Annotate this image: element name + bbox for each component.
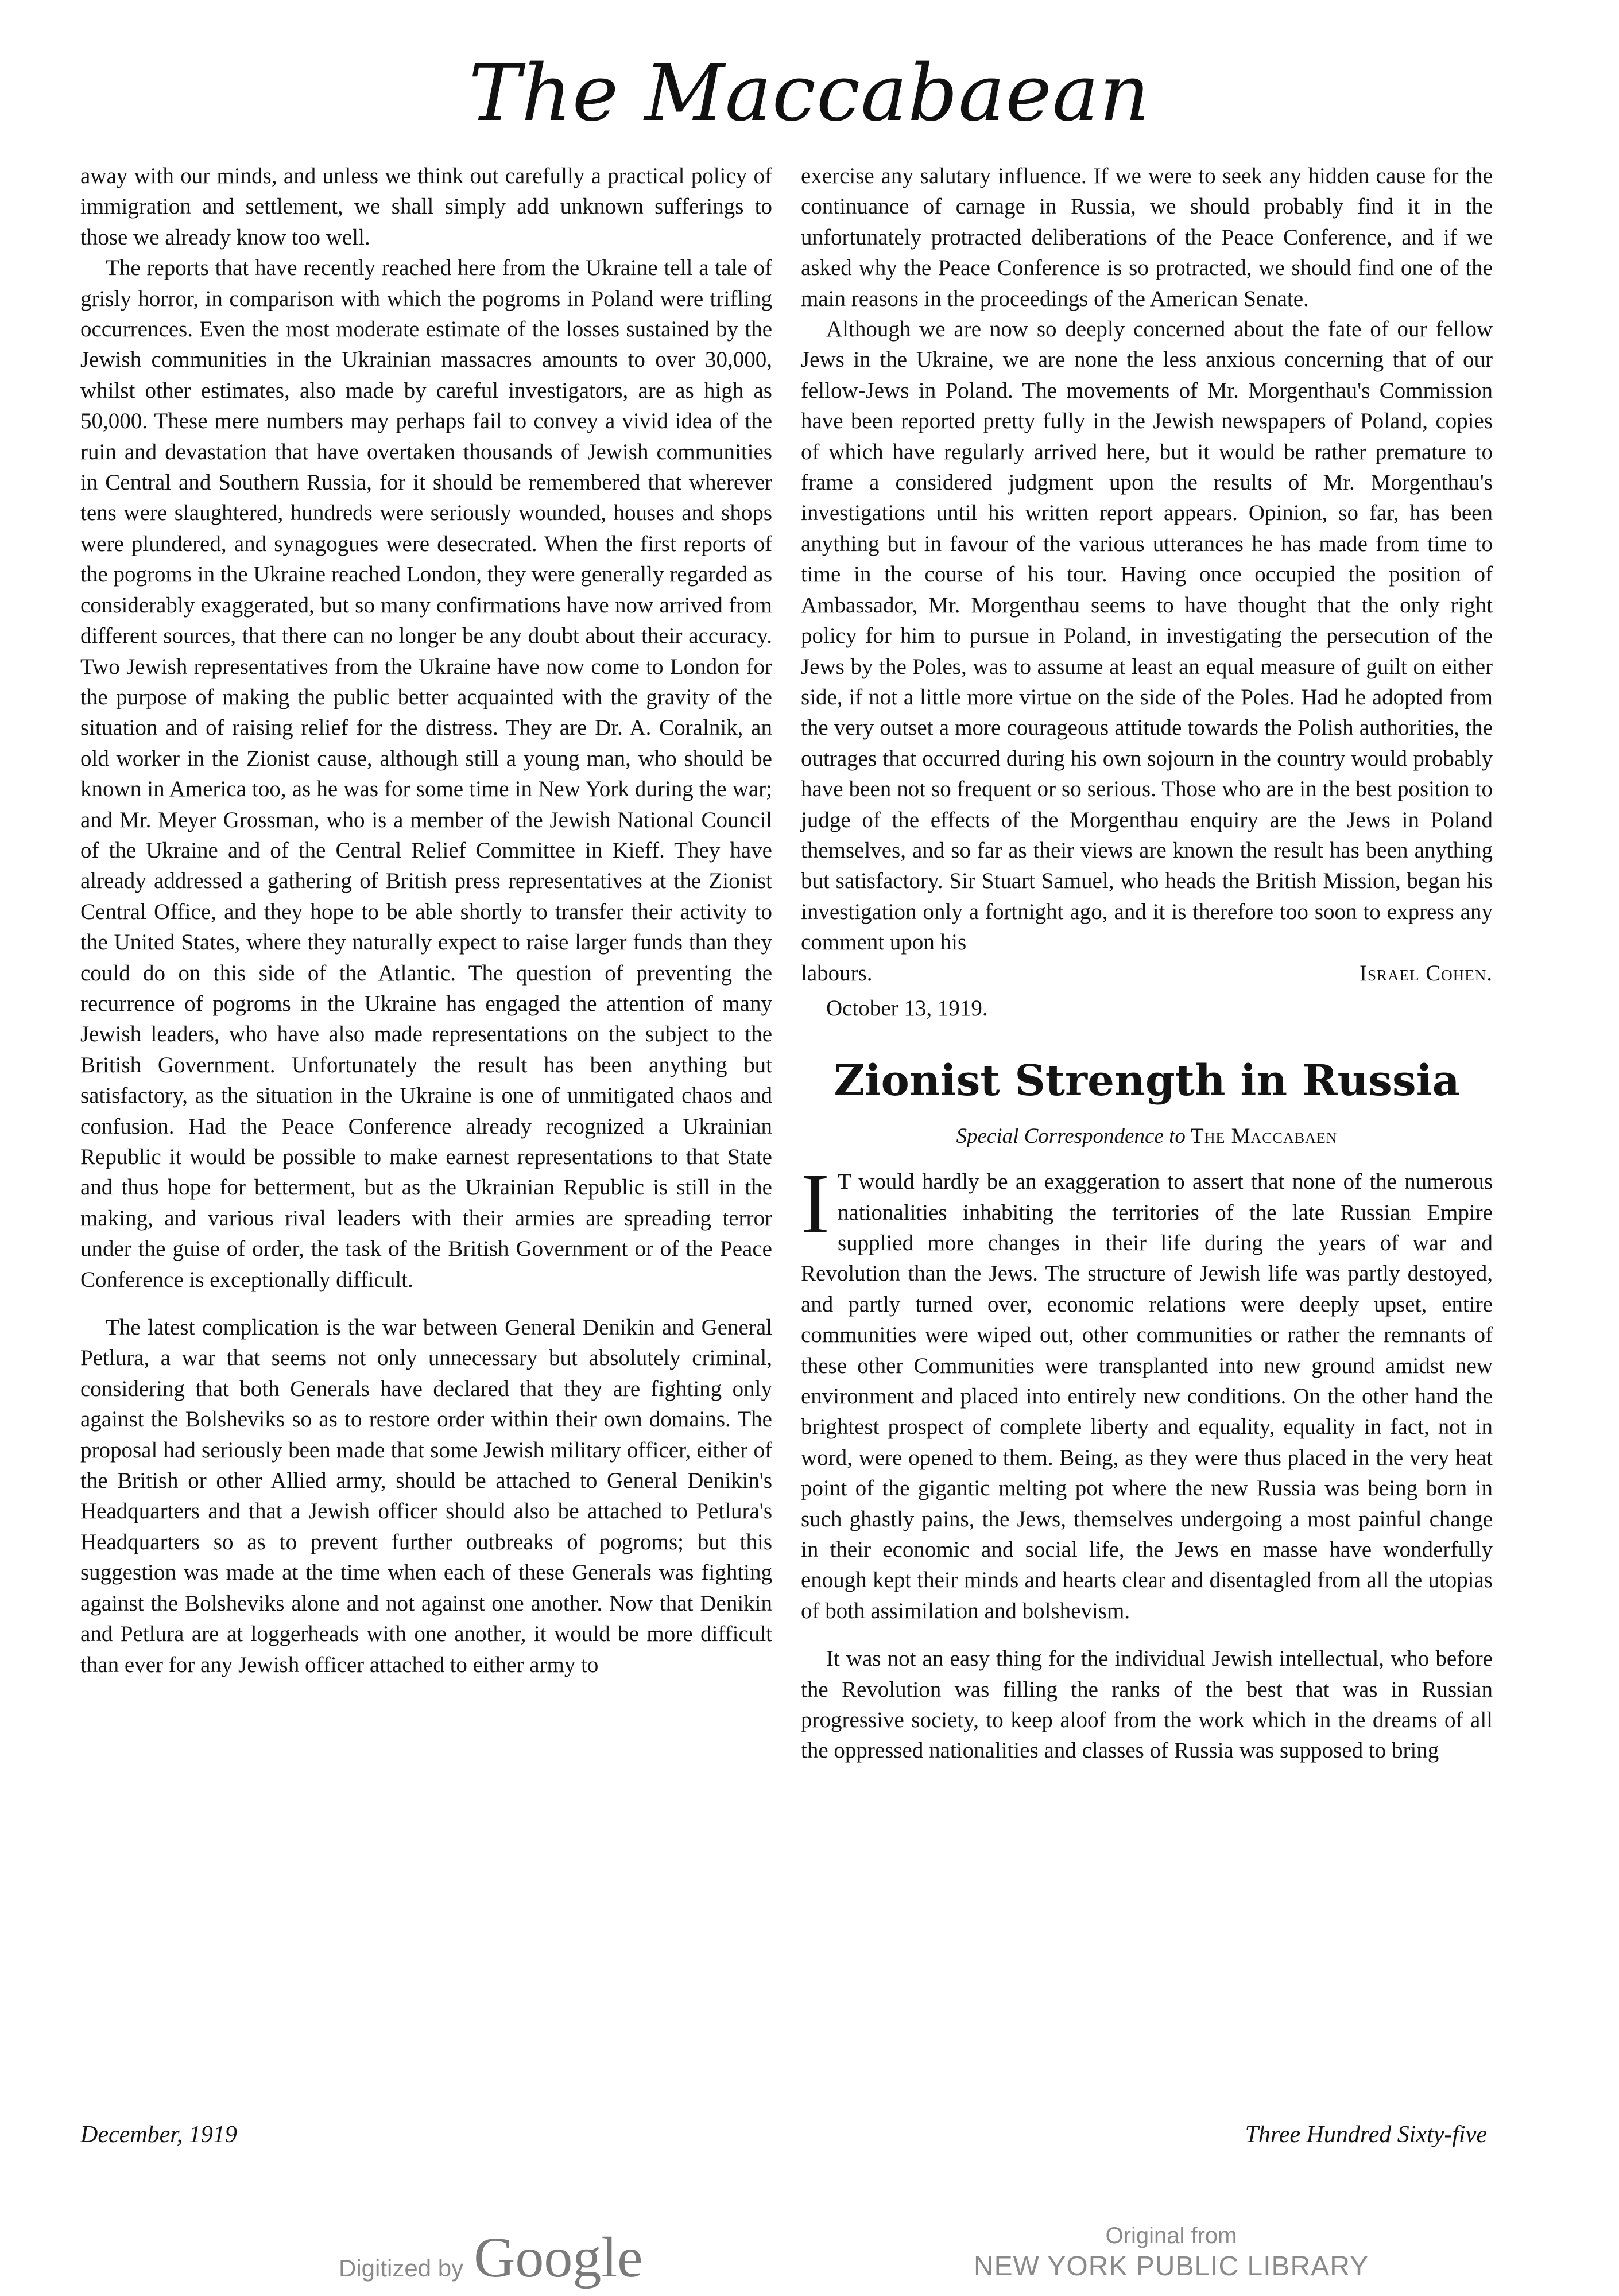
source-watermark (970, 2221, 1372, 2283)
article-paragraph-1 (801, 1156, 1493, 1626)
last-word: labours. (801, 960, 873, 986)
left-paragraph-2: The reports that have recently reached here from the Ukraine tell a tale of grisly horror, in comparison with which the pogroms in Poland were trifling occurrences. Even the most moderate estimate of the losses sustained by the Jewish communities in the Ukrainian massacres amounts to over 30,000, whilst other estimates, also made by careful investigators, are as high as 50,000. These mere numbers may perhaps fail to convey a vivid idea of the ruin and devastation that have overtaken thousands of Jewish communities in Central and Southern Russia, for it should be remembered that wherever tens were slaughtered, hundreds were seriously wounded, houses and shops were plundered, and synagogues were desecrated. When the first reports of the pogroms in the Ukraine reached London, they were generally regarded as considerably exaggerated, but so many confirmations have now arrived from different sources, that there can no longer be any doubt about their accuracy. Two Jewish representatives from the Ukraine have now come to London for the purpose of making the public better acquainted with the gravity of the situation and of raising relief for the distress. They are Dr. A. Coralnik, an old worker in the Zionist cause, although still a young man, who should be known in America too, as he was for some time in New York during the war; and Mr. Meyer Grossman, who is a member of the Jewish National Council of the Ukraine and of the Central Relief Committee in Kieff. They have already addressed a gathering of British press representatives at the Zionist Central Office, and they hope to be able shortly to transfer their activity to the United States, where they naturally expect to raise larger funds than they could do on this side of the Atlantic. The question of preventing the recurrence of pogroms in the Ukraine has engaged the attention of many Jewish leaders, who have also made representations on the subject to the British Government. Unfortunately the result has been anything but satisfactory, as the situation in the Ukraine is one of unmitigated chaos and confusion. Had the Peace Conference already recognized a Ukrainian Republic it would be possible to make earnest representations to that State and thus hope for betterment, but as the Ukrainian Republic is still in the making, and various rival leaders with their armies are spreading terror under the guise of order, the task of the British Government or of the Peace Conference is exceptionally difficult. (80, 255, 772, 1292)
letter-date: October 13, 1919. (826, 995, 988, 1021)
right-paragraph-1: exercise any salutary influence. If we were to seek any hidden cause for the continuance of carnage in Russia, we should probably find it in the unfortunately protracted deliberations of the Peace Conference, and if we asked why the Peace Conference is so protracted, we should find one of the main reasons in the proceedings of the American Senate. (801, 164, 1493, 311)
article-subheading (801, 1121, 1493, 1151)
original-from-text: Original from (1105, 2223, 1237, 2248)
footer-page-number: Three Hundred Sixty-five (1245, 2122, 1487, 2148)
left-paragraph-3: The latest complication is the war between General Denikin and General Petlura, a war that seems not only unnecessary but absolutely criminal, considering that both Generals have declared that they are fighting only against the Bolsheviks so as to restore order within their own domains. The proposal had seriously been made that some Jewish military officer, either of the British or other Allied army, should be attached to General Denikin's Headquarters and that a Jewish officer should also be attached to Petlura's Headquarters so as to prevent further outbreaks of pogroms; but this suggestion was made at the time when each of these Generals was fighting against the Bolsheviks alone and not against one another. Now that Denikin and Petlura are at loggerheads with one another, it would be more difficult than ever for any Jewish officer attached to either army to (80, 1315, 772, 1677)
google-logo: Google (474, 2225, 643, 2289)
left-column (80, 161, 772, 1680)
digitized-watermark (339, 2224, 643, 2290)
footer-date: December, 1919 (80, 2122, 237, 2148)
drop-cap: I (801, 1156, 830, 1252)
right-paragraph-2: Although we are now so deeply concerned about the fate of our fellow Jews in the Ukraine, we are none the less anxious concerning that of our fellow-Jews in Poland. The movements of Mr. Morgenthau's Commission have been reported pretty fully in the Jewish newspapers of Poland, copies of which have regularly arrived here, but it would be rather premature to frame a considered judgment upon the results of Mr. Morgenthau's investigations until his written report appears. Opinion, so far, has been anything but in favour of the various utterances he has made from time to time in the course of his tour. Having once occupied the position of Ambassador, Mr. Morgenthau seems to have thought that the only right policy for him to pursue in Poland, in investigating the persecution of the Jews by the Poles, was to assume at least an equal measure of guilt on either side, if not a little more virtue on the side of the Poles. Had he adopted from the very outset a more courageous attitude towards the Polish authorities, the outrages that occurred during his own sojourn in the country would probably have been not so frequent or so serious. Those who are in the best position to judge of the effects of the Morgenthau enquiry are the Jews in Poland themselves, and so far as their views are known the result has been anything but satisfactory. Sir Stuart Samuel, who heads the British Mission, began his investigation only a fortnight ago, and it is therefore too soon to express any comment upon his (801, 317, 1493, 955)
article-title: Zionist Strength in Russia (834, 1056, 1460, 1106)
signoff-line (801, 958, 1493, 988)
article-paragraph-2: It was not an easy thing for the individual Jewish intellectual, who before the Revolution was filling the ranks of the best that was in Russian progressive society, to keep aloof from the work which in the dreams of all the oppressed nationalities and classes of Russia was supposed to bring (801, 1646, 1493, 1763)
subheading-publication: The Maccabaen (1191, 1124, 1338, 1148)
right-column (801, 161, 1493, 1766)
masthead-title: The Maccabaean (468, 48, 1151, 139)
author-signature: Israel Cohen. (1360, 960, 1493, 986)
article-paragraph-1-text: T would hardly be an exaggeration to assert that none of the numerous nationalities inhabiting the territories of the late Russian Empire supplied more changes in their life during the years of war and Revolution than the Jews. The structure of Jewish life was partly destoyed, and partly turned over, economic relations were deeply upset, entire communities were wiped out, other communities or rather the remnants of these other Communities were transplanted into new ground amidst new environment and placed into entirely new conditions. On the other hand the brightest prospect of complete liberty and equality, equality in fact, not in word, were opened to them. Being, as they were thus placed in the very heat point of the gigantic melting pot where the new Russia was being born in such ghastly pains, the Jews, themselves undergoing a most painful change in their economic and social life, the Jews en masse have wonderfully enough kept their minds and hearts clear and disentagled from all the utopias of both assimilation and bolshevism. (801, 1169, 1493, 1623)
left-paragraph-1: away with our minds, and unless we think out carefully a practical policy of immigration and settlement, we shall simply add unknown sufferings to those we already know too well. (80, 164, 772, 250)
digitized-by-text: Digitized by (339, 2255, 464, 2282)
library-name: NEW YORK PUBLIC LIBRARY (973, 2251, 1369, 2282)
subheading-italic: Special Correspondence to (956, 1124, 1186, 1148)
